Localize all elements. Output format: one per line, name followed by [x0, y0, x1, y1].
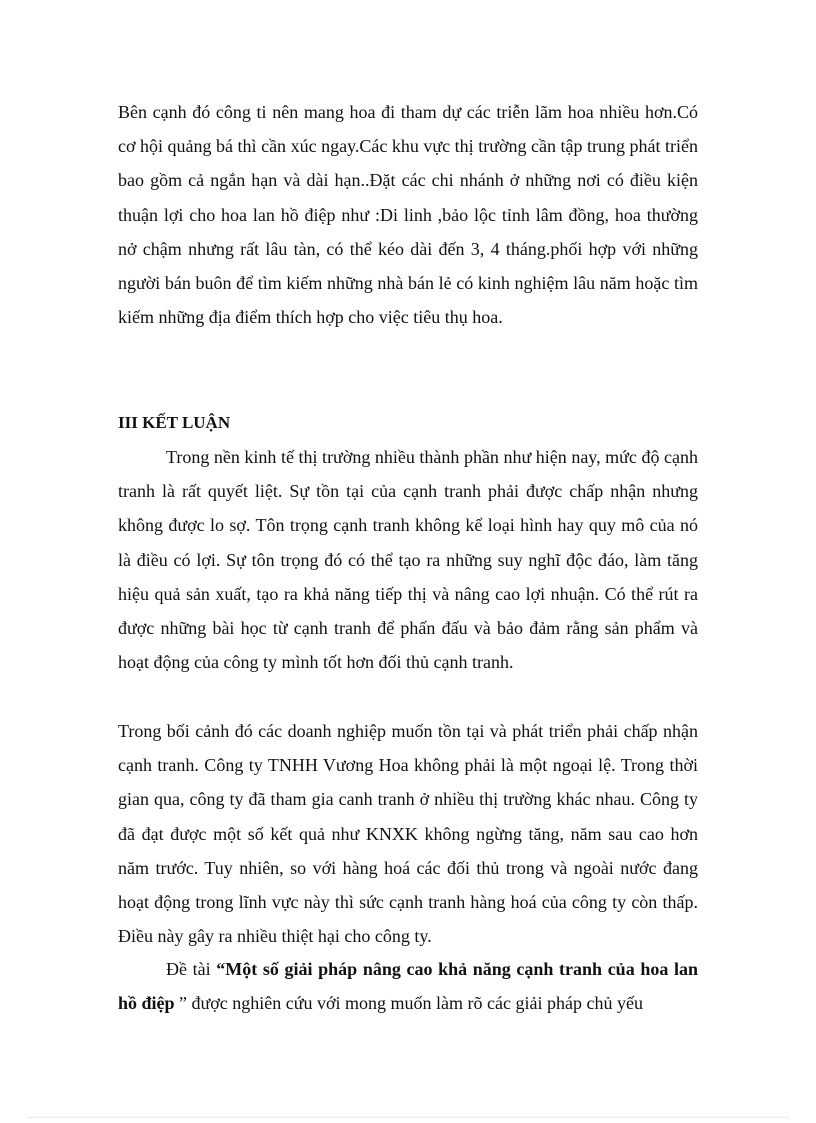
page-bottom-rule — [28, 1117, 788, 1118]
paragraph-competition: Trong nền kinh tế thị trường nhiều thành phần như hiện nay, mức độ cạnh tranh là rất quyết liệt. Sự tồn tại của cạnh tranh phải được chấp nhận nhưng không được lo sợ. Tôn trọng cạnh tranh không kể loại hình hay quy mô của nó là điều có lợi. Sự tôn trọng đó có thể tạo ra những suy nghĩ độc đáo, làm tăng hiệu quả sản xuất, tạo ra khả năng tiếp thị và nâng cao lợi nhuận. Có thể rút ra được những bài học từ cạnh tranh để phấn đấu và bảo đảm rằng sản phẩm và hoạt động của công ty mình tốt hơn đối thủ cạnh tranh. — [118, 447, 698, 673]
paragraph-company-context: Trong bối cảnh đó các doanh nghiệp muốn tồn tại và phát triển phải chấp nhận cạnh tranh. Công ty TNHH Vương Hoa không phải là một ngoại lệ. Trong thời gian qua, công ty đã tham gia canh tranh ở nhiều thị trường khác nhau. Công ty đã đạt được một số kết quả như KNXK không ngừng tăng, năm sau cao hơn năm trước. Tuy nhiên, so với hàng hoá các đối thủ trong và ngoài nước đang hoạt động trong lĩnh vực này thì sức cạnh tranh hàng hoá của công ty còn thấp. Điều này gây ra nhiều thiệt hại cho công ty. — [118, 721, 698, 947]
paragraph-topic — [118, 952, 698, 1020]
topic-prefix: Đề tài — [166, 959, 217, 979]
topic-title: “Một số giải pháp nâng cao khả năng cạnh tranh của hoa lan hồ điệp — [118, 959, 698, 1014]
section-heading: III KẾT LUẬN — [118, 413, 231, 432]
topic-suffix: ” được nghiên cứu với mong muốn làm rõ các giải pháp chủ yếu — [174, 993, 643, 1014]
paragraph-marketing: Bên cạnh đó công ti nên mang hoa đi tham dự các triễn lãm hoa nhiều hơn.Có cơ hội quảng bá thì cần xúc ngay.Các khu vực thị trường cần tập trung phát triển bao gồm cả ngắn hạn và dài hạn..Đặt các chi nhánh ở những nơi có điều kiện thuận lợi cho hoa lan hồ điệp như :Di linh ,bảo lộc tỉnh lâm đồng, hoa thường nở chậm nhưng rất lâu tàn, có thể kéo dài đến 3, 4 tháng.phối hợp với những người bán buôn để tìm kiếm những nhà bán lẻ có kinh nghiệm lâu năm hoặc tìm kiếm những địa điểm thích hợp cho việc tiêu thụ hoa. — [118, 102, 698, 328]
